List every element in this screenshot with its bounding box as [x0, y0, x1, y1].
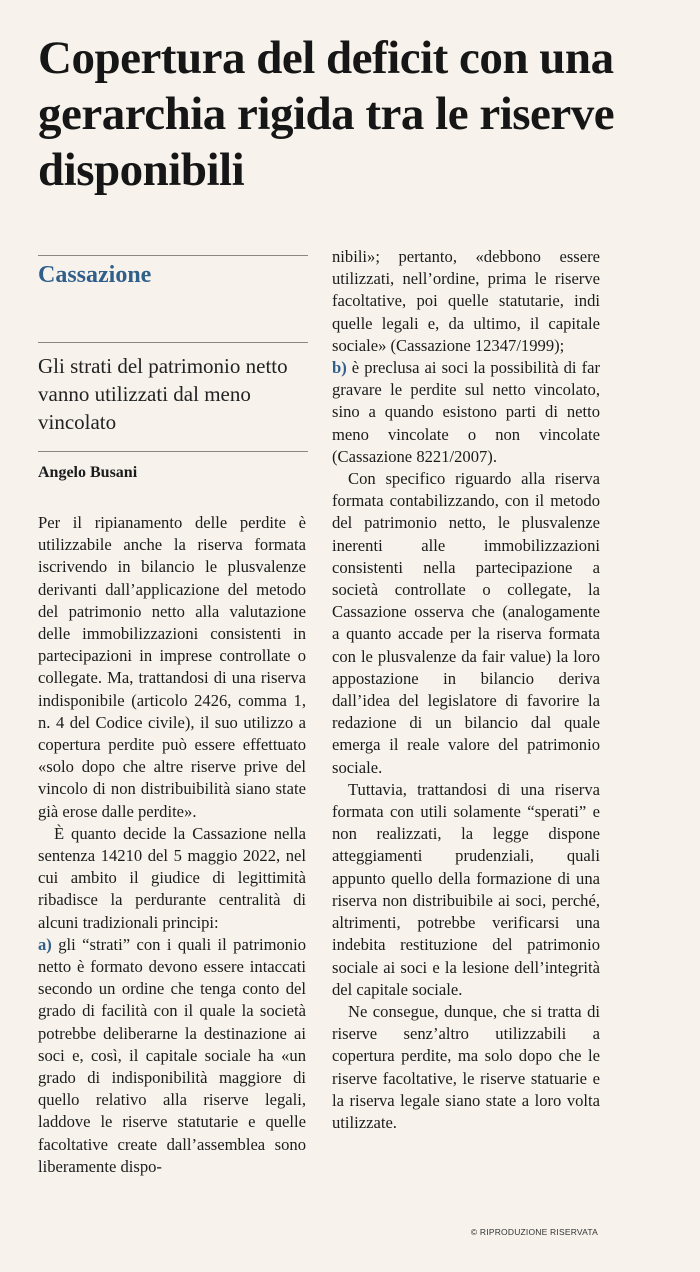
paragraph: Ne consegue, dunque, che si tratta di riserve senz’altro utilizzabili a copertura perdite, ma solo dopo che le riserve facoltative, le riserve statuarie e la riserva legale siano state a loro volta utilizzate.	[332, 1001, 600, 1132]
list-item-text: gli “strati” con i quali il patrimonio netto è formato devono essere intaccati secondo un ordine che tenga conto del grado di facilità con il quale la società potrebbe deliberarne la destinazione ai soci e, così, il capitale sociale ha «un grado di indisponibilità maggiore di quello relativo alla riserve legali, laddove le riserve statutarie e quelle facoltative create dall’assemblea sono liberamente dispo-	[38, 934, 306, 1176]
divider-mid	[38, 342, 308, 343]
paragraph: Tuttavia, trattandosi di una riserva formata con utili solamente “sperati” e non realizzati, la legge dispone atteggiamenti prudenziali, quali appunto quello della formazione di una riserva non distribuibile ai soci, perché, altrimenti, potrebbe verificarsi una indebita restituzione del patrimonio sociale ai soci e la lesione dell’integrità del capitale sociale.	[332, 779, 600, 999]
article-column-right	[332, 246, 600, 1134]
paragraph	[38, 934, 306, 1178]
divider-top	[38, 255, 308, 256]
author-byline: Angelo Busani	[38, 464, 138, 481]
list-item-text: è preclusa ai soci la possibilità di far gravare le perdite sul netto vincolato, sino a quando esistono parti di netto meno vincolate o non vincolate (Cassazione 8221/2007).	[332, 358, 600, 466]
paragraph: Con specifico riguardo alla riserva formata contabilizzando, con il metodo del patrimonio netto, le plusvalenze inerenti alle immobilizzazioni consistenti nella partecipazione a società controllate o collegate, la Cassazione osserva che (analogamente a quanto accade per la riserva formata con le plusvalenze da fair value) la loro appostazione in bilancio deriva dall’idea del legislatore di favorire la redazione di un bilancio dal quale emerga il reale valore del patrimonio sociale.	[332, 469, 600, 777]
article-column-left	[38, 512, 306, 1178]
subheadline: Gli strati del patrimonio netto vanno utilizzati dal meno vincolato	[38, 354, 288, 434]
copyright-notice: © RIPRODUZIONE RISERVATA	[470, 1227, 598, 1237]
list-marker-a: a)	[38, 934, 52, 954]
list-marker-b: b)	[332, 358, 347, 378]
paragraph: Per il ripianamento delle perdite è utilizzabile anche la riserva formata iscrivendo in bilancio le plusvalenze derivanti dall’applicazione del metodo del patrimonio netto alla valutazione delle immobilizzazioni consistenti in partecipazioni in imprese controllate o collegate. Ma, trattandosi di una riserva indisponibile (articolo 2426, comma 1, n. 4 del Codice civile), il suo utilizzo a copertura perdite può essere effettuato «solo dopo che altre riserve prive del vincolo di non distribuibilità siano state già erose dalle perdite».	[38, 513, 306, 821]
headline: Copertura del deficit con una gerarchia rigida tra le riserve disponibili	[38, 32, 615, 196]
paragraph	[332, 357, 600, 468]
paragraph: nibili»; pertanto, «debbono essere utilizzati, nell’ordine, prima le riserve facoltative, poi quelle statutarie, indi quelle legali e, da ultimo, il capitale sociale» (Cassazione 12347/1999);	[332, 247, 600, 355]
paragraph: È quanto decide la Cassazione nella sentenza 14210 del 5 maggio 2022, nel cui ambito il giudice di legittimità ribadisce la perdurante centralità di alcuni tradizionali principi:	[38, 823, 306, 932]
section-label: Cassazione	[38, 262, 152, 288]
divider-bottom	[38, 451, 308, 452]
